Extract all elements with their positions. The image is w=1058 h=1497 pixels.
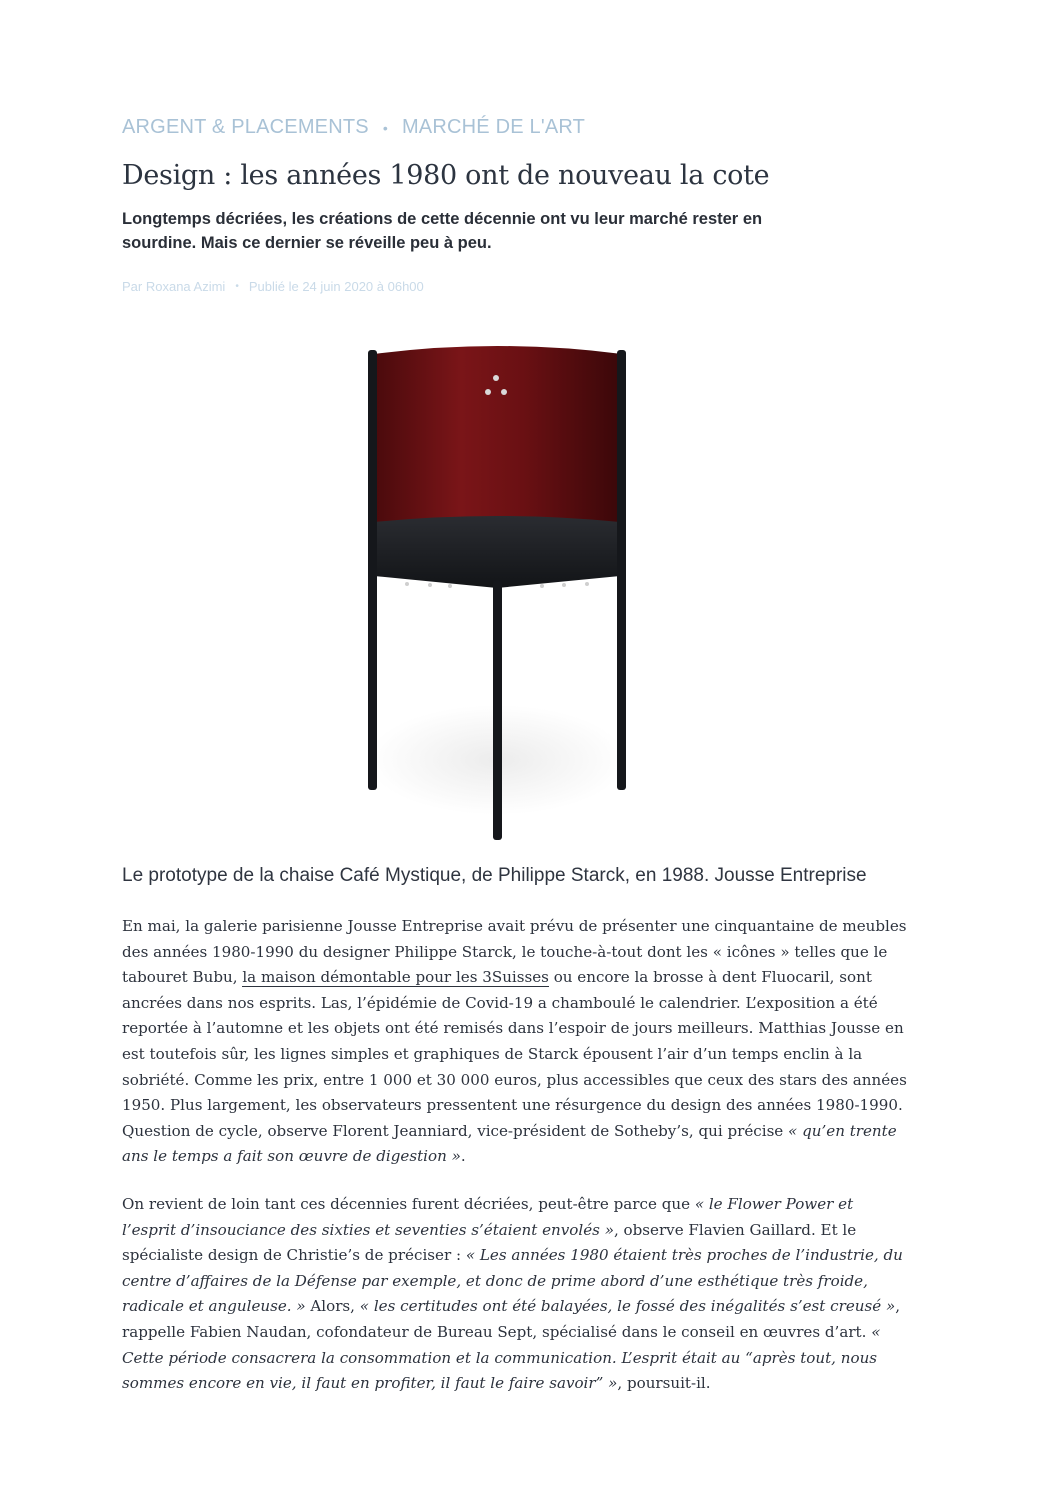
text-run: En mai, la galerie parisienne Jousse Entreprise avait prévu de présenter une cinquantaine de meubles des années 1980-1990 du designer Philippe Starck, le touche-à-tout dont les « icônes » telles que le tabouret Bubu, bbox=[122, 917, 907, 987]
quote: « Les années 1980 étaient très proches de l’industrie, du centre d’affaires de la Défense par exemple, et donc de prime abord d’une esthétique très froide, radicale et anguleuse. » bbox=[122, 1246, 903, 1316]
chair-seat bbox=[374, 516, 620, 588]
chair-photo bbox=[322, 340, 672, 850]
rubric bbox=[122, 116, 585, 139]
chair-illustration bbox=[322, 340, 672, 850]
chair-backrest bbox=[374, 346, 622, 525]
rubric-section-link[interactable]: ARGENT & PLACEMENTS bbox=[122, 116, 369, 138]
text-run: . bbox=[460, 1147, 466, 1166]
text-run: ou encore la brosse à dent Fluocaril, sont ancrées dans nos esprits. Las, l’épidémie de Covid-19 a chamboulé le calendrier. L’exposition a été reportée à l’automne et les objets ont été remisés dans l’espoir de jours meilleurs. Matthias Jousse en est toutefois sûr, les lignes simples et graphiques de Starck épousent l’air d’un temps enclin à la sobriété. Comme les prix, entre 1 000 et 30 000 euros, plus accessibles que ceux des stars des années 1950. Plus largement, les observateurs pressentent une résurgence du design des années 1980-1990. Question de cycle, observe Florent Jeanniard, vice-président de Sotheby’s, qui précise bbox=[122, 968, 907, 1140]
byline bbox=[122, 279, 424, 294]
seat-dot bbox=[585, 582, 589, 586]
quote: « qu’en trente ans le temps a fait son œuvre de digestion » bbox=[122, 1121, 897, 1166]
byline-author[interactable]: Par Roxana Azimi bbox=[122, 279, 226, 294]
text-run: On revient de loin tant ces décennies furent décriées, peut-être parce que bbox=[122, 1195, 695, 1213]
text-run: , poursuit-il. bbox=[617, 1374, 711, 1393]
rubric-separator: • bbox=[382, 119, 388, 136]
article-paragraph-2 bbox=[122, 1192, 912, 1397]
rubric-subsection-link[interactable]: MARCHÉ DE L'ART bbox=[401, 116, 586, 138]
seat-dot bbox=[540, 584, 544, 588]
text-run: Alors, bbox=[305, 1297, 360, 1316]
chair-front-leg bbox=[493, 580, 502, 840]
quote: « Cette période consacrera la consommation et la communication. L’esprit était au “après tout, nous sommes encore en vie, il faut en profiter, il faut le faire savoir” » bbox=[122, 1322, 881, 1393]
image-caption: Le prototype de la chaise Café Mystique, de Philippe Starck, en 1988. Jousse Entreprise bbox=[122, 865, 867, 886]
seat-dot bbox=[428, 583, 432, 587]
quote: « le Flower Power et l’esprit d’insouciance des sixties et seventies s’étaient envolés » bbox=[122, 1195, 854, 1239]
quote: « les certitudes ont été balayées, le fossé des inégalités s’est creusé » bbox=[359, 1297, 896, 1316]
text-run: , rappelle Fabien Naudan, cofondateur de Bureau Sept, spécialisé dans le conseil en œuvres d’art. bbox=[122, 1297, 901, 1341]
seat-dot bbox=[405, 582, 409, 586]
article-title: Design : les années 1980 ont de nouveau la cote bbox=[122, 160, 770, 191]
inline-link-3suisses[interactable]: la maison démontable pour les 3Suisses bbox=[242, 968, 549, 987]
text-run: , observe Flavien Gaillard. Et le spécialiste design de Christie’s de préciser : bbox=[122, 1220, 857, 1265]
seat-dot bbox=[448, 584, 452, 588]
byline-published: Publié le 24 juin 2020 à 06h00 bbox=[248, 279, 424, 294]
backrest-hole bbox=[501, 389, 507, 395]
chair-left-leg bbox=[368, 350, 377, 790]
article-lead: Longtemps décriées, les créations de cette décennie ont vu leur marché rester en sourdine. Mais ce dernier se réveille peu à peu. bbox=[122, 210, 763, 252]
chair-right-leg bbox=[617, 350, 626, 790]
byline-separator: • bbox=[235, 281, 239, 292]
seat-dot bbox=[562, 583, 566, 587]
backrest-hole bbox=[485, 389, 491, 395]
backrest-hole bbox=[493, 375, 499, 381]
article-paragraph-1 bbox=[122, 914, 912, 1170]
